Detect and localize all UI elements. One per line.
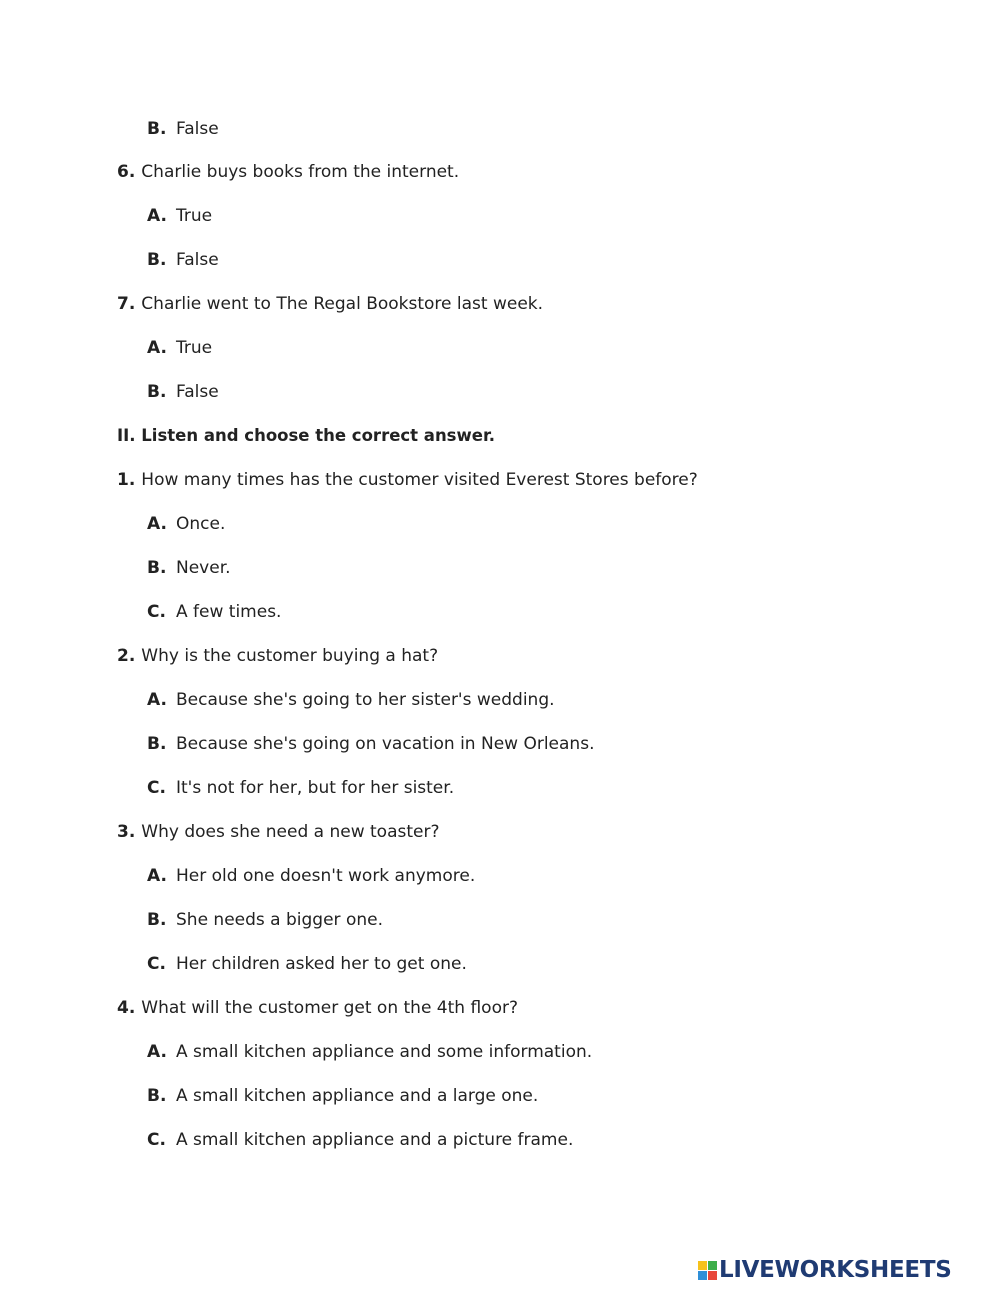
- question-text: Why is the customer buying a hat?: [141, 646, 439, 666]
- option-letter: B.: [147, 910, 167, 930]
- option-ii-4-c: [147, 1128, 573, 1152]
- option-text: True: [176, 338, 213, 358]
- option-letter: A.: [147, 206, 167, 226]
- question-6: [117, 160, 459, 184]
- option-text: Her old one doesn't work anymore.: [176, 866, 476, 886]
- option-ii-2-c: [147, 776, 454, 800]
- question-7: [117, 292, 543, 316]
- question-text: Charlie buys books from the internet.: [141, 162, 460, 182]
- option-text: A few times.: [176, 602, 282, 622]
- option-text: She needs a bigger one.: [176, 910, 383, 930]
- option-ii-3-b: [147, 908, 383, 932]
- option-letter: A.: [147, 866, 167, 886]
- option-text: A small kitchen appliance and a large one.: [176, 1086, 539, 1106]
- option-text: Once.: [176, 514, 226, 534]
- option-ii-1-a: [147, 512, 225, 536]
- question-number: 4.: [117, 998, 136, 1018]
- option-text: True: [176, 206, 213, 226]
- option-letter: B.: [147, 558, 167, 578]
- question-text: What will the customer get on the 4th floor?: [141, 998, 518, 1018]
- option-letter: C.: [147, 602, 166, 622]
- option-ii-4-b: [147, 1084, 538, 1108]
- logo-tiles-icon: [698, 1261, 717, 1280]
- option-text: False: [176, 119, 219, 139]
- option-6-b: [147, 248, 219, 272]
- option-text: Never.: [176, 558, 231, 578]
- option-7-a: [147, 336, 212, 360]
- option-ii-1-c: [147, 600, 281, 624]
- question-number: 7.: [117, 294, 136, 314]
- logo-tile: [708, 1261, 717, 1270]
- question-text: Why does she need a new toaster?: [141, 822, 440, 842]
- question-number: 6.: [117, 162, 136, 182]
- question-number: 1.: [117, 470, 136, 490]
- question-ii-1: [117, 468, 698, 492]
- logo-tile: [698, 1261, 707, 1270]
- option-text: Because she's going on vacation in New Orleans.: [176, 734, 595, 754]
- option-letter: B.: [147, 1086, 167, 1106]
- option-text: Because she's going to her sister's wedding.: [176, 690, 555, 710]
- option-ii-3-a: [147, 864, 475, 888]
- option-letter: A.: [147, 690, 167, 710]
- question-number: 3.: [117, 822, 136, 842]
- option-letter: B.: [147, 250, 167, 270]
- option-text: A small kitchen appliance and some information.: [176, 1042, 593, 1062]
- option-text: It's not for her, but for her sister.: [176, 778, 455, 798]
- option-letter: A.: [147, 1042, 167, 1062]
- question-ii-3: [117, 820, 439, 844]
- option-ii-3-c: [147, 952, 467, 976]
- logo-tile: [698, 1271, 707, 1280]
- option-letter: B.: [147, 382, 167, 402]
- option-ii-2-b: [147, 732, 594, 756]
- logo-text: LIVEWORKSHEETS: [719, 1257, 952, 1283]
- logo-tile: [708, 1271, 717, 1280]
- question-number: 2.: [117, 646, 136, 666]
- option-letter: C.: [147, 954, 166, 974]
- option-5-b: [147, 117, 219, 141]
- question-ii-2: [117, 644, 438, 668]
- liveworksheets-logo[interactable]: [698, 1257, 951, 1283]
- option-text: False: [176, 250, 219, 270]
- option-letter: C.: [147, 778, 166, 798]
- option-ii-4-a: [147, 1040, 592, 1064]
- question-ii-4: [117, 996, 518, 1020]
- option-letter: B.: [147, 119, 167, 139]
- option-letter: B.: [147, 734, 167, 754]
- section-heading: II. Listen and choose the correct answer.: [117, 426, 495, 445]
- option-letter: A.: [147, 338, 167, 358]
- option-text: False: [176, 382, 219, 402]
- option-text: A small kitchen appliance and a picture frame.: [176, 1130, 574, 1150]
- option-7-b: [147, 380, 219, 404]
- option-ii-2-a: [147, 688, 555, 712]
- option-6-a: [147, 204, 212, 228]
- question-text: Charlie went to The Regal Bookstore last week.: [141, 294, 544, 314]
- option-text: Her children asked her to get one.: [176, 954, 467, 974]
- option-letter: C.: [147, 1130, 166, 1150]
- option-ii-1-b: [147, 556, 231, 580]
- option-letter: A.: [147, 514, 167, 534]
- question-text: How many times has the customer visited Everest Stores before?: [141, 470, 698, 490]
